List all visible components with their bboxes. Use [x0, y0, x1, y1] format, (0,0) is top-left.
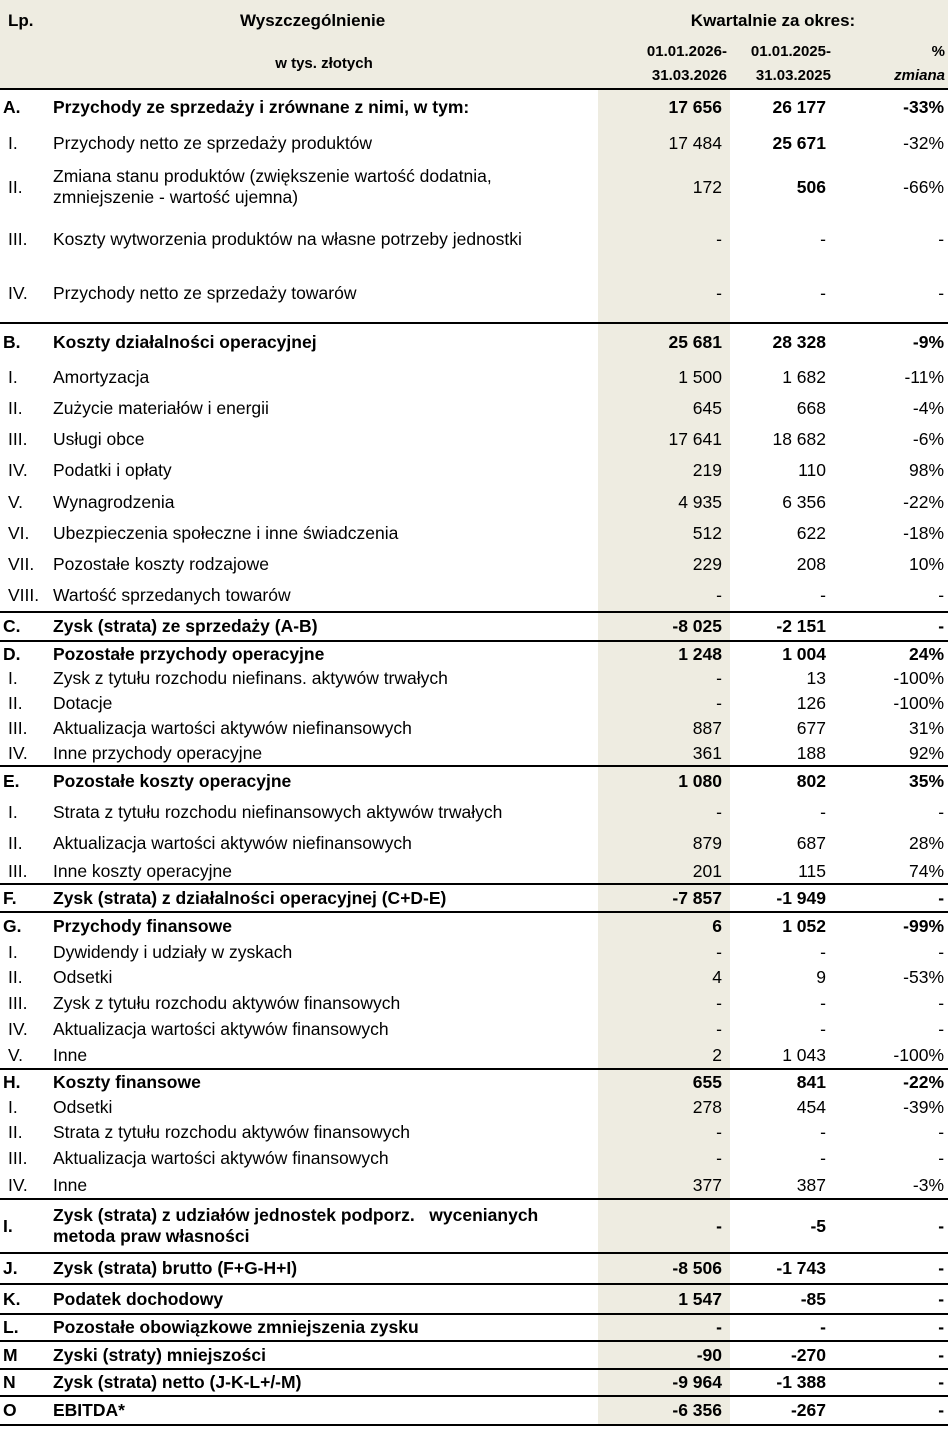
table-row — [0, 1172, 948, 1199]
table-row — [0, 1042, 948, 1069]
row-lp: III. — [8, 429, 28, 449]
row-change: 92% — [908, 742, 945, 763]
row-value-previous: 208 — [796, 554, 826, 574]
table-row — [0, 990, 948, 1016]
row-name: Zyski (straty) mniejszości — [50, 1341, 598, 1369]
row-name: Podatki i opłaty — [53, 460, 172, 480]
row-lp: H. — [0, 1069, 50, 1094]
row-change: -4% — [912, 398, 945, 418]
row-lp: D. — [0, 641, 50, 666]
row-name: Wartość sprzedanych towarów — [53, 585, 291, 605]
row-lp: VIII. — [8, 585, 40, 605]
header-unit: w tys. złotych — [50, 40, 598, 89]
row-value-previous: - — [730, 1314, 834, 1341]
table-row — [0, 1069, 948, 1094]
row-lp: I. — [8, 1096, 18, 1117]
row-value-current: - — [598, 1120, 730, 1145]
row-change: -100% — [893, 693, 945, 713]
row-change: - — [938, 1122, 945, 1142]
row-value-current: 2 — [598, 1042, 730, 1069]
row-change: - — [834, 1199, 948, 1253]
row-value-current: 1 547 — [598, 1284, 730, 1314]
row-lp: III. — [8, 228, 28, 249]
row-name: Strata z tytułu rozchodu aktywów finansowych — [53, 1122, 410, 1142]
row-name: Przychody ze sprzedaży i zrównane z nimi, w tym: — [53, 97, 470, 117]
row-name: Dotacje — [53, 693, 113, 713]
header-item: Wyszczególnienie — [50, 0, 598, 40]
row-name: Koszty wytworzenia produktów na własne potrzeby jednostki — [53, 228, 522, 249]
row-value-previous: -2 151 — [730, 612, 834, 641]
row-change: -100% — [893, 1044, 945, 1065]
table-row — [0, 1145, 948, 1172]
row-value-current: 879 — [598, 828, 730, 859]
row-value-previous: - — [820, 1018, 826, 1039]
row-name: Odsetki — [53, 967, 113, 987]
row-change: - — [938, 801, 945, 822]
row-change: - — [834, 1396, 948, 1425]
row-value-previous: - — [820, 585, 826, 605]
row-value-previous: - — [820, 801, 826, 822]
row-value-previous: 25 671 — [772, 132, 826, 153]
table-row — [0, 393, 948, 424]
row-change: 10% — [908, 554, 945, 574]
row-lp: III. — [8, 1148, 28, 1168]
row-lp: F. — [0, 884, 50, 912]
row-value-previous: 18 682 — [772, 429, 826, 449]
row-value-previous: 6 356 — [782, 491, 826, 512]
row-name: Przychody netto ze sprzedaży towarów — [53, 283, 357, 303]
table-row — [0, 1284, 948, 1314]
row-name: Inne koszty operacyjne — [53, 860, 232, 881]
row-value-previous: - — [820, 283, 826, 303]
header-period-previous: 01.01.2025- 31.03.2025 — [730, 40, 834, 89]
row-lp: M — [0, 1341, 50, 1369]
header-row — [0, 0, 948, 40]
row-name: Zysk (strata) ze sprzedaży (A-B) — [50, 612, 598, 641]
table-row — [0, 213, 948, 265]
row-name — [50, 1199, 598, 1253]
row-lp: I. — [8, 942, 18, 962]
row-change: -32% — [903, 132, 945, 153]
row-value-current: - — [598, 1016, 730, 1042]
row-name: Zysk (strata) netto (J-K-L+/-M) — [50, 1369, 598, 1396]
table-row — [0, 1369, 948, 1396]
row-value-current: 6 — [598, 912, 730, 940]
row-value-previous: 668 — [796, 398, 826, 418]
row-lp: VII. — [8, 554, 35, 574]
row-name: Inne przychody operacyjne — [53, 742, 263, 763]
row-change: -53% — [903, 967, 945, 987]
row-lp: B. — [0, 323, 50, 361]
row-change: - — [834, 1314, 948, 1341]
row-change: -3% — [912, 1174, 945, 1195]
row-value-current: 1 248 — [598, 641, 730, 666]
table-row — [0, 580, 948, 612]
row-change: -66% — [903, 176, 945, 197]
row-lp: K. — [0, 1284, 50, 1314]
row-value-previous: 126 — [796, 693, 826, 713]
table-row — [0, 1094, 948, 1120]
row-value-previous: 28 328 — [730, 323, 834, 361]
row-lp: I. — [0, 1199, 50, 1253]
row-value-previous: 1 052 — [730, 912, 834, 940]
row-value-current: - — [598, 666, 730, 691]
row-value-current: 17 641 — [598, 424, 730, 455]
row-name: Zysk (strata) brutto (F+G-H+I) — [50, 1253, 598, 1284]
row-value-previous: 26 177 — [772, 97, 826, 117]
table-row — [0, 455, 948, 486]
table-row — [0, 796, 948, 828]
row-name — [50, 161, 598, 213]
row-value-previous: 387 — [796, 1174, 826, 1195]
row-value-previous: 1 043 — [782, 1044, 826, 1065]
row-value-current: -9 964 — [598, 1369, 730, 1396]
row-value-previous: 802 — [730, 766, 834, 796]
row-lp: L. — [0, 1314, 50, 1341]
row-change: -18% — [903, 523, 945, 543]
row-change: - — [938, 992, 945, 1013]
row-value-previous: - — [820, 228, 826, 249]
table-row — [0, 828, 948, 859]
table-row — [0, 1199, 948, 1253]
table-row — [0, 691, 948, 716]
row-name: Amortyzacja — [53, 366, 150, 387]
table-row — [0, 89, 948, 125]
row-value-previous: 115 — [798, 860, 826, 881]
row-change: 28% — [908, 833, 945, 853]
row-lp: IV. — [8, 1174, 28, 1195]
row-change: - — [834, 884, 948, 912]
row-lp: I. — [8, 132, 18, 153]
table-row — [0, 884, 948, 912]
row-value-previous: 687 — [796, 833, 826, 853]
table-row — [0, 766, 948, 796]
row-lp: II. — [8, 398, 23, 418]
row-lp: III. — [8, 860, 28, 881]
row-lp: II. — [8, 1122, 23, 1142]
row-value-current: - — [598, 940, 730, 965]
row-name: Pozostałe obowiązkowe zmniejszenia zysku — [50, 1314, 598, 1341]
row-value-previous: 1 004 — [730, 641, 834, 666]
row-change: - — [834, 1369, 948, 1396]
row-name: Koszty działalności operacyjnej — [50, 323, 598, 361]
row-change: - — [938, 1148, 945, 1168]
row-value-previous: - — [820, 942, 826, 962]
row-lp: II. — [8, 967, 23, 987]
table-row — [0, 1253, 948, 1284]
row-change: -9% — [834, 323, 948, 361]
row-value-previous: 188 — [796, 742, 826, 763]
row-value-previous: - — [820, 1148, 826, 1168]
row-value-current: - — [598, 1145, 730, 1172]
row-lp: II. — [8, 693, 23, 713]
row-change: -33% — [903, 97, 945, 117]
row-name: Pozostałe przychody operacyjne — [50, 641, 598, 666]
row-value-previous: -267 — [730, 1396, 834, 1425]
row-value-previous: -270 — [730, 1341, 834, 1369]
table-row — [0, 641, 948, 666]
table-row — [0, 161, 948, 213]
row-value-previous: 1 682 — [782, 366, 826, 387]
row-change: 98% — [908, 460, 945, 480]
row-value-previous: 9 — [816, 967, 826, 987]
row-name: Podatek dochodowy — [50, 1284, 598, 1314]
row-name: Aktualizacja wartości aktywów niefinansowych — [53, 833, 412, 853]
row-name-line: Zysk (strata) z udziałów jednostek podporz. wycenianych — [53, 1205, 539, 1225]
row-value-previous: - — [820, 1122, 826, 1142]
row-value-current: -90 — [598, 1341, 730, 1369]
row-lp: II. — [8, 176, 23, 197]
row-value-previous: 454 — [796, 1096, 826, 1117]
row-name: Strata z tytułu rozchodu niefinansowych aktywów trwałych — [53, 801, 503, 822]
row-change: -11% — [904, 366, 945, 387]
row-change: -22% — [834, 1069, 948, 1094]
table-row — [0, 1314, 948, 1341]
row-value-current: - — [598, 691, 730, 716]
row-lp: V. — [8, 1044, 23, 1065]
row-lp: IV. — [8, 1018, 28, 1039]
table-row — [0, 323, 948, 361]
header-lp: Lp. — [0, 0, 50, 40]
row-value-current: - — [598, 1199, 730, 1253]
row-lp: G. — [0, 912, 50, 940]
table-row — [0, 549, 948, 580]
row-lp: N — [0, 1369, 50, 1396]
header-change: % zmiana — [834, 40, 948, 89]
row-value-previous: -1 949 — [730, 884, 834, 912]
row-value-current: - — [598, 213, 730, 265]
table-row — [0, 1016, 948, 1042]
table-row — [0, 940, 948, 965]
row-change: -100% — [893, 668, 945, 688]
table-row — [0, 265, 948, 323]
row-lp: I. — [8, 668, 18, 688]
row-value-current: 201 — [598, 859, 730, 884]
row-lp: IV. — [8, 460, 28, 480]
row-name: Odsetki — [53, 1096, 113, 1117]
row-change: - — [938, 942, 945, 962]
row-name: Dywidendy i udziały w zyskach — [53, 942, 293, 962]
row-value-current: 229 — [598, 549, 730, 580]
row-name: Aktualizacja wartości aktywów niefinansowych — [53, 718, 412, 738]
row-value-previous: 506 — [796, 176, 826, 197]
row-lp: C. — [0, 612, 50, 641]
table-row — [0, 965, 948, 990]
row-value-current: - — [598, 796, 730, 828]
row-name: Inne — [53, 1174, 88, 1195]
row-value-current: 17 484 — [598, 125, 730, 161]
row-value-previous: - — [820, 992, 826, 1013]
row-value-current: 1 500 — [598, 361, 730, 393]
row-change: -39% — [903, 1096, 945, 1117]
table-row — [0, 741, 948, 766]
row-value-current: 377 — [598, 1172, 730, 1199]
row-value-previous: 677 — [796, 718, 826, 738]
row-value-current: -8 025 — [598, 612, 730, 641]
row-change: - — [938, 585, 945, 605]
row-change: - — [938, 1018, 945, 1039]
row-change: - — [834, 1284, 948, 1314]
row-value-current: 172 — [598, 161, 730, 213]
row-value-current: 1 080 — [598, 766, 730, 796]
row-value-current: - — [598, 990, 730, 1016]
table-row — [0, 859, 948, 884]
row-value-current: 655 — [598, 1069, 730, 1094]
row-change: 24% — [834, 641, 948, 666]
row-name: Aktualizacja wartości aktywów finansowych — [53, 1148, 389, 1168]
row-lp: IV. — [8, 283, 28, 303]
row-value-current: 645 — [598, 393, 730, 424]
row-value-current: 278 — [598, 1094, 730, 1120]
row-name: Pozostałe koszty operacyjne — [50, 766, 598, 796]
row-lp: I. — [8, 366, 18, 387]
row-value-current: -6 356 — [598, 1396, 730, 1425]
row-lp: O — [0, 1396, 50, 1425]
row-value-previous: 622 — [796, 523, 826, 543]
table-row — [0, 1120, 948, 1145]
table-row — [0, 1396, 948, 1425]
row-lp: II. — [8, 833, 23, 853]
row-value-current: - — [598, 580, 730, 612]
row-name: Zysk z tytułu rozchodu niefinans. aktywów trwałych — [53, 668, 448, 688]
row-change: -22% — [903, 491, 945, 512]
row-change: - — [938, 228, 945, 249]
row-value-current: 17 656 — [598, 89, 730, 125]
row-value-current: 25 681 — [598, 323, 730, 361]
row-change: - — [834, 612, 948, 641]
table-row — [0, 1341, 948, 1369]
row-value-current: 4 — [598, 965, 730, 990]
row-lp: J. — [0, 1253, 50, 1284]
row-lp: A. — [3, 97, 21, 117]
row-name: Aktualizacja wartości aktywów finansowych — [53, 1018, 389, 1039]
row-lp: III. — [8, 718, 28, 738]
row-name: EBITDA* — [50, 1396, 598, 1425]
row-value-previous: 13 — [806, 668, 826, 688]
row-value-current: - — [598, 1314, 730, 1341]
row-value-current: 219 — [598, 455, 730, 486]
row-name: Pozostałe koszty rodzajowe — [53, 554, 269, 574]
row-value-current: -8 506 — [598, 1253, 730, 1284]
row-change: - — [834, 1341, 948, 1369]
row-value-previous: -5 — [730, 1199, 834, 1253]
table-row — [0, 125, 948, 161]
row-name: Przychody finansowe — [50, 912, 598, 940]
row-change: - — [938, 283, 945, 303]
row-name: Inne — [53, 1044, 88, 1065]
row-value-current: 4 935 — [598, 486, 730, 518]
row-value-current: 512 — [598, 518, 730, 549]
row-name: Przychody netto ze sprzedaży produktów — [53, 132, 373, 153]
table-row — [0, 912, 948, 940]
table-row — [0, 518, 948, 549]
table-row — [0, 486, 948, 518]
row-value-previous: -1 388 — [730, 1369, 834, 1396]
row-name-line: metoda praw własności — [53, 1226, 250, 1246]
table-row — [0, 716, 948, 741]
row-change: -99% — [834, 912, 948, 940]
row-lp: V. — [8, 491, 23, 512]
header-period-current: 01.01.2026- 31.03.2026 — [598, 40, 730, 89]
row-name: Zysk z tytułu rozchodu aktywów finansowych — [53, 992, 401, 1013]
row-name-line: zmniejszenie - wartość ujemna) — [53, 187, 299, 207]
table-body — [0, 89, 948, 1425]
header-blank — [0, 40, 50, 89]
row-value-current: -7 857 — [598, 884, 730, 912]
row-name: Ubezpieczenia społeczne i inne świadczenia — [53, 523, 399, 543]
row-value-previous: -1 743 — [730, 1253, 834, 1284]
row-name: Koszty finansowe — [50, 1069, 598, 1094]
row-name-line: Zmiana stanu produktów (zwiększenie wartość dodatnia, — [53, 166, 492, 186]
row-lp: E. — [0, 766, 50, 796]
row-name: Zużycie materiałów i energii — [53, 398, 269, 418]
table-row — [0, 666, 948, 691]
row-value-current: 887 — [598, 716, 730, 741]
row-change: 31% — [908, 718, 945, 738]
table-row — [0, 361, 948, 393]
row-lp: I. — [8, 801, 18, 822]
row-name: Wynagrodzenia — [53, 491, 175, 512]
table-row — [0, 424, 948, 455]
row-value-previous: -85 — [730, 1284, 834, 1314]
row-lp: VI. — [8, 523, 30, 543]
row-change: -6% — [912, 429, 945, 449]
table-row — [0, 612, 948, 641]
row-lp: III. — [8, 992, 28, 1013]
row-value-previous: 110 — [798, 460, 826, 480]
row-name: Zysk (strata) z działalności operacyjnej (C+D-E) — [50, 884, 598, 912]
header-period-group: Kwartalnie za okres: — [598, 0, 948, 40]
row-change: 74% — [908, 860, 945, 881]
row-change: 35% — [834, 766, 948, 796]
row-value-current: - — [598, 265, 730, 323]
row-lp: IV. — [8, 742, 28, 763]
row-change: - — [834, 1253, 948, 1284]
header-subrow — [0, 40, 948, 89]
row-value-current: 361 — [598, 741, 730, 766]
row-name: Usługi obce — [53, 429, 145, 449]
row-value-previous: 841 — [730, 1069, 834, 1094]
